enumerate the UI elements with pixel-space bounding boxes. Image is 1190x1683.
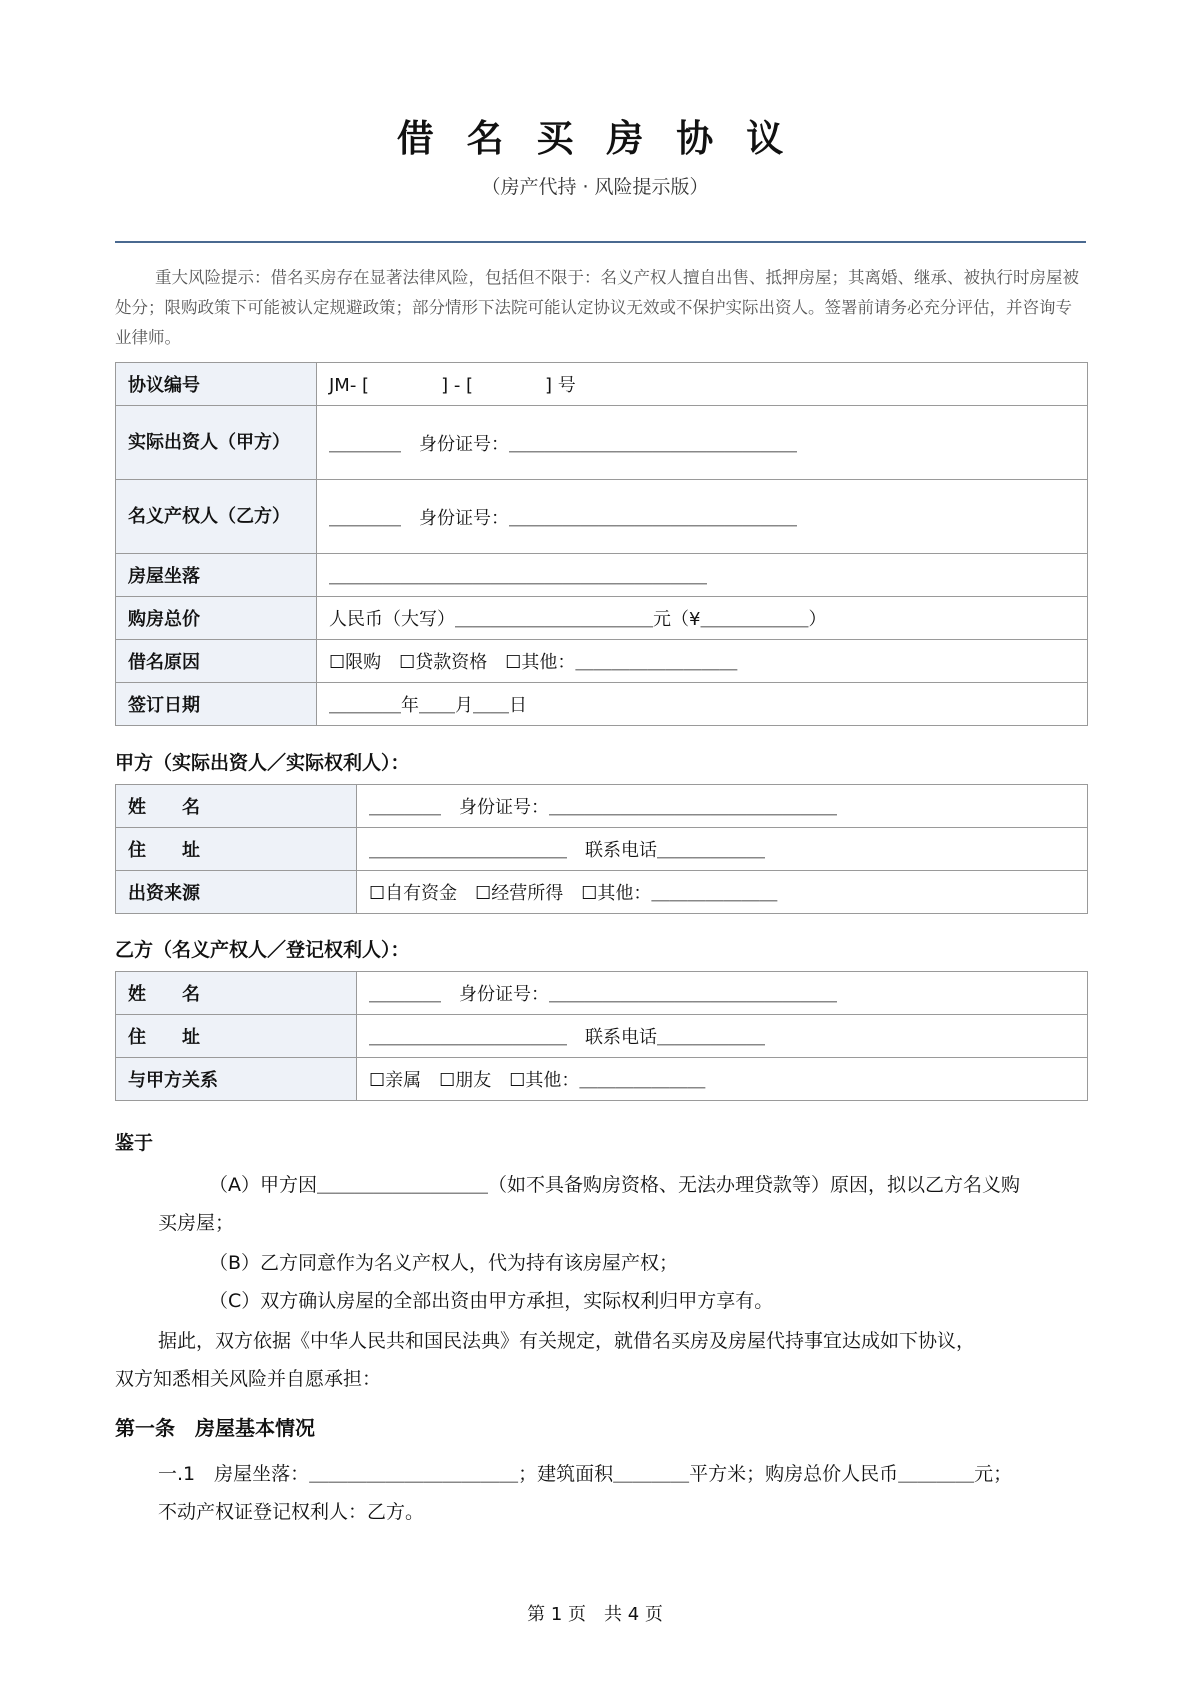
- field-value[interactable]: ＿＿＿＿ 身份证号：＿＿＿＿＿＿＿＿＿＿＿＿＿＿＿＿: [357, 972, 1088, 1015]
- party-b-table: [115, 971, 1088, 1101]
- table-row: [116, 406, 1088, 480]
- risk-notice: 重大风险提示：借名买房存在显著法律风险，包括但不限于：名义产权人擅自出售、抵押房屋；其离婚、继承、被执行时房屋被处分；限购政策下可能被认定规避政策；部分情形下法院可能认定协议无效或不保护实际出资人。签署前请务必充分评估，并咨询专业律师。: [115, 268, 1079, 347]
- document-title: 借 名 买 房 协 议: [396, 117, 794, 160]
- table-row: [116, 785, 1088, 828]
- table-row: [116, 640, 1088, 683]
- title-divider: [115, 241, 1086, 243]
- table-row: [116, 871, 1088, 914]
- party-a-table: [115, 784, 1088, 914]
- party-a-heading: 甲方（实际出资人／实际权利人）：: [115, 752, 410, 774]
- field-label: 姓 名: [116, 785, 357, 828]
- field-value[interactable]: ＿＿＿＿＿＿＿＿＿＿＿ 联系电话＿＿＿＿＿＿: [357, 1015, 1088, 1058]
- table-row: [116, 597, 1088, 640]
- field-value[interactable]: ＿＿＿＿＿＿＿＿＿＿＿＿＿＿＿＿＿＿＿＿＿: [317, 554, 1088, 597]
- field-label: 房屋坐落: [116, 554, 317, 597]
- basis-line1: 据此，双方依据《中华人民共和国民法典》有关规定，就借名买房及房屋代持事宜达成如下协议，: [158, 1330, 976, 1352]
- whereas-a-line2: 买房屋；: [158, 1212, 235, 1234]
- field-label: 借名原因: [116, 640, 317, 683]
- field-label: 住 址: [116, 828, 357, 871]
- document-subtitle: （房产代持 · 风险提示版）: [481, 176, 709, 198]
- summary-table: [115, 362, 1088, 726]
- page-number: 第 1 页 共 4 页: [527, 1604, 663, 1625]
- field-label: 签订日期: [116, 683, 317, 726]
- whereas-heading: 鉴于: [115, 1132, 154, 1154]
- table-row: [116, 828, 1088, 871]
- field-value[interactable]: ＿＿＿＿ 身份证号：＿＿＿＿＿＿＿＿＿＿＿＿＿＿＿＿: [357, 785, 1088, 828]
- field-label: 协议编号: [116, 363, 317, 406]
- field-label: 与甲方关系: [116, 1058, 357, 1101]
- field-label: 住 址: [116, 1015, 357, 1058]
- party-b-heading: 乙方（名义产权人／登记权利人）：: [115, 939, 410, 961]
- field-value[interactable]: JM- [ ] - [ ] 号: [317, 363, 1088, 406]
- table-row: [116, 554, 1088, 597]
- basis-line2: 双方知悉相关风险并自愿承担：: [115, 1368, 382, 1390]
- field-value[interactable]: ☐亲属 ☐朋友 ☐其他：＿＿＿＿＿＿＿: [357, 1058, 1088, 1101]
- article-1-heading: 第一条 房屋基本情况: [115, 1416, 315, 1440]
- table-row: [116, 1015, 1088, 1058]
- field-label: 购房总价: [116, 597, 317, 640]
- field-label: 名义产权人（乙方）: [116, 480, 317, 554]
- field-value[interactable]: 人民币（大写）＿＿＿＿＿＿＿＿＿＿＿元（¥＿＿＿＿＿＿）: [317, 597, 1088, 640]
- table-row: [116, 1058, 1088, 1101]
- field-label: 出资来源: [116, 871, 357, 914]
- article-1-clause-line2: 不动产权证登记权利人：乙方。: [158, 1501, 425, 1523]
- field-label: 实际出资人（甲方）: [116, 406, 317, 480]
- table-row: [116, 972, 1088, 1015]
- field-value[interactable]: ＿＿＿＿ 身份证号：＿＿＿＿＿＿＿＿＿＿＿＿＿＿＿＿: [317, 406, 1088, 480]
- field-label: 姓 名: [116, 972, 357, 1015]
- field-value[interactable]: ☐自有资金 ☐经营所得 ☐其他：＿＿＿＿＿＿＿: [357, 871, 1088, 914]
- whereas-a-line1: （A）甲方因＿＿＿＿＿＿＿＿＿（如不具备购房资格、无法办理贷款等）原因，拟以乙方名义购: [209, 1174, 1021, 1196]
- field-value[interactable]: ＿＿＿＿ 身份证号：＿＿＿＿＿＿＿＿＿＿＿＿＿＿＿＿: [317, 480, 1088, 554]
- field-value[interactable]: ＿＿＿＿年＿＿月＿＿日: [317, 683, 1088, 726]
- field-value[interactable]: ＿＿＿＿＿＿＿＿＿＿＿ 联系电话＿＿＿＿＿＿: [357, 828, 1088, 871]
- article-1-clause-line1: 一.1 房屋坐落：＿＿＿＿＿＿＿＿＿＿＿；建筑面积＿＿＿＿平方米；购房总价人民币＿＿＿＿元；: [158, 1463, 1013, 1485]
- table-row: [116, 363, 1088, 406]
- table-row: [116, 480, 1088, 554]
- field-value[interactable]: ☐限购 ☐贷款资格 ☐其他：＿＿＿＿＿＿＿＿＿: [317, 640, 1088, 683]
- table-row: [116, 683, 1088, 726]
- whereas-c: （C）双方确认房屋的全部出资由甲方承担，实际权利归甲方享有。: [209, 1290, 774, 1312]
- whereas-b: （B）乙方同意作为名义产权人，代为持有该房屋产权；: [209, 1252, 679, 1274]
